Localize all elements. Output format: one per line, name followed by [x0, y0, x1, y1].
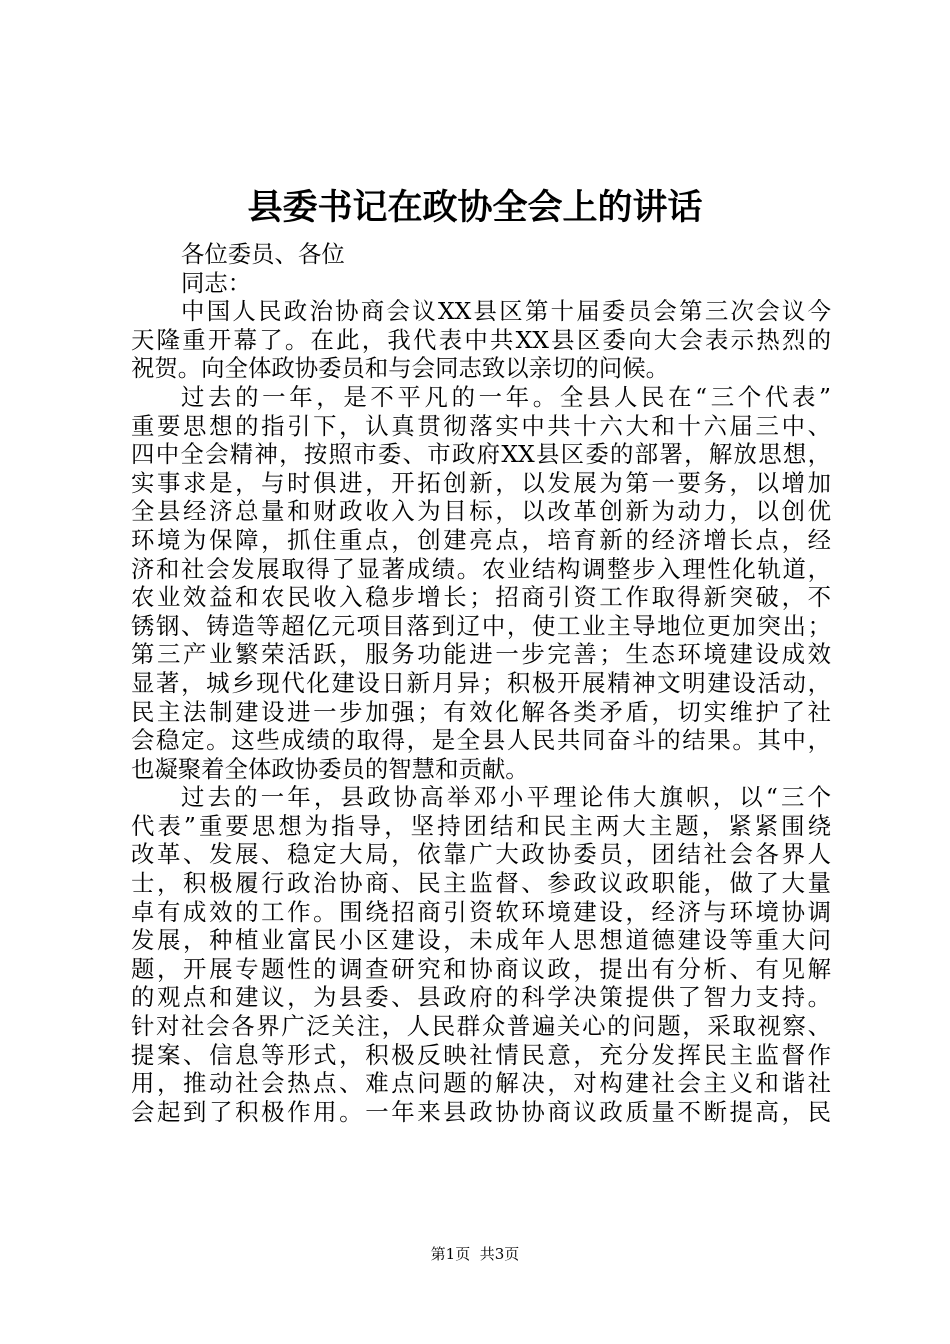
body-line: 实事求是，与时俱进，开拓创新，以发展为第一要务，以增加	[131, 468, 831, 497]
footer-gap	[470, 1245, 480, 1263]
body-line: 中国人民政治协商会议XX县区第十届委员会第三次会议今	[181, 297, 831, 326]
body-line: 祝贺。向全体政协委员和与会同志致以亲切的问候。	[131, 354, 669, 383]
body-line: 会起到了积极作用。一年来县政协协商议政质量不断提高，民	[131, 1097, 831, 1126]
body-line: 各位委员、各位	[181, 240, 345, 268]
body-line: 四中全会精神，按照市委、市政府XX县区委的部署，解放思想，	[131, 440, 831, 469]
body-line: 士，积极履行政治协商、民主监督、参政议政职能，做了大量	[131, 869, 831, 898]
body-line: 会稳定。这些成绩的取得，是全县人民共同奋斗的结果。其中，	[131, 726, 831, 755]
body-line: 过去的一年，是不平凡的一年。全县人民在“三个代表”	[181, 382, 831, 411]
body-line: 发展，种植业富民小区建设，未成年人思想道德建设等重大问	[131, 926, 831, 955]
body-line: 代表”重要思想为指导，坚持团结和民主两大主题，紧紧围绕	[131, 811, 831, 840]
body-line: 全县经济总量和财政收入为目标，以改革创新为动力，以创优	[131, 497, 831, 526]
body-line: 改革、发展、稳定大局，依靠广大政协委员，团结社会各界人	[131, 840, 831, 869]
body-line: 的观点和建议，为县委、县政府的科学决策提供了智力支持。	[131, 983, 831, 1012]
body-line: 卓有成效的工作。围绕招商引资软环境建设，经济与环境协调	[131, 897, 831, 926]
body-line: 题，开展专题性的调查研究和协商议政，提出有分析、有见解	[131, 954, 831, 983]
body-line: 环境为保障，抓住重点，创建亮点，培育新的经济增长点，经	[131, 525, 831, 554]
body-line: 过去的一年，县政协高举邓小平理论伟大旗帜，以“三个	[181, 783, 831, 812]
body-line: 重要思想的指引下，认真贯彻落实中共十六大和十六届三中、	[131, 411, 831, 440]
body-line: 民主法制建设进一步加强；有效化解各类矛盾，切实维护了社	[131, 697, 831, 726]
body-line: 农业效益和农民收入稳步增长；招商引资工作取得新突破，不	[131, 583, 831, 612]
document-title: 县委书记在政协全会上的讲话	[247, 187, 703, 228]
document-body	[131, 240, 831, 1126]
body-line: 也凝聚着全体政协委员的智慧和贡献。	[131, 754, 529, 783]
page-number: 第1页	[430, 1245, 471, 1263]
body-line: 天隆重开幕了。在此，我代表中共XX县区委向大会表示热烈的	[131, 325, 831, 354]
body-line: 针对社会各界广泛关注，人民群众普遍关心的问题，采取视察、	[131, 1012, 831, 1041]
page-total: 共3页	[479, 1245, 520, 1263]
body-line: 济和社会发展取得了显著成绩。农业结构调整步入理性化轨道，	[131, 554, 831, 583]
body-line: 第三产业繁荣活跃，服务功能进一步完善；生态环境建设成效	[131, 640, 831, 669]
body-line: 锈钢、铸造等超亿元项目落到辽中，使工业主导地位更加突出；	[131, 611, 831, 640]
body-line: 用，推动社会热点、难点问题的解决，对构建社会主义和谐社	[131, 1069, 831, 1098]
page-footer	[0, 1244, 950, 1264]
body-line: 同志：	[181, 268, 252, 297]
body-line: 显著，城乡现代化建设日新月异；积极开展精神文明建设活动，	[131, 668, 831, 697]
body-line: 提案、信息等形式，积极反映社情民意，充分发挥民主监督作	[131, 1040, 831, 1069]
